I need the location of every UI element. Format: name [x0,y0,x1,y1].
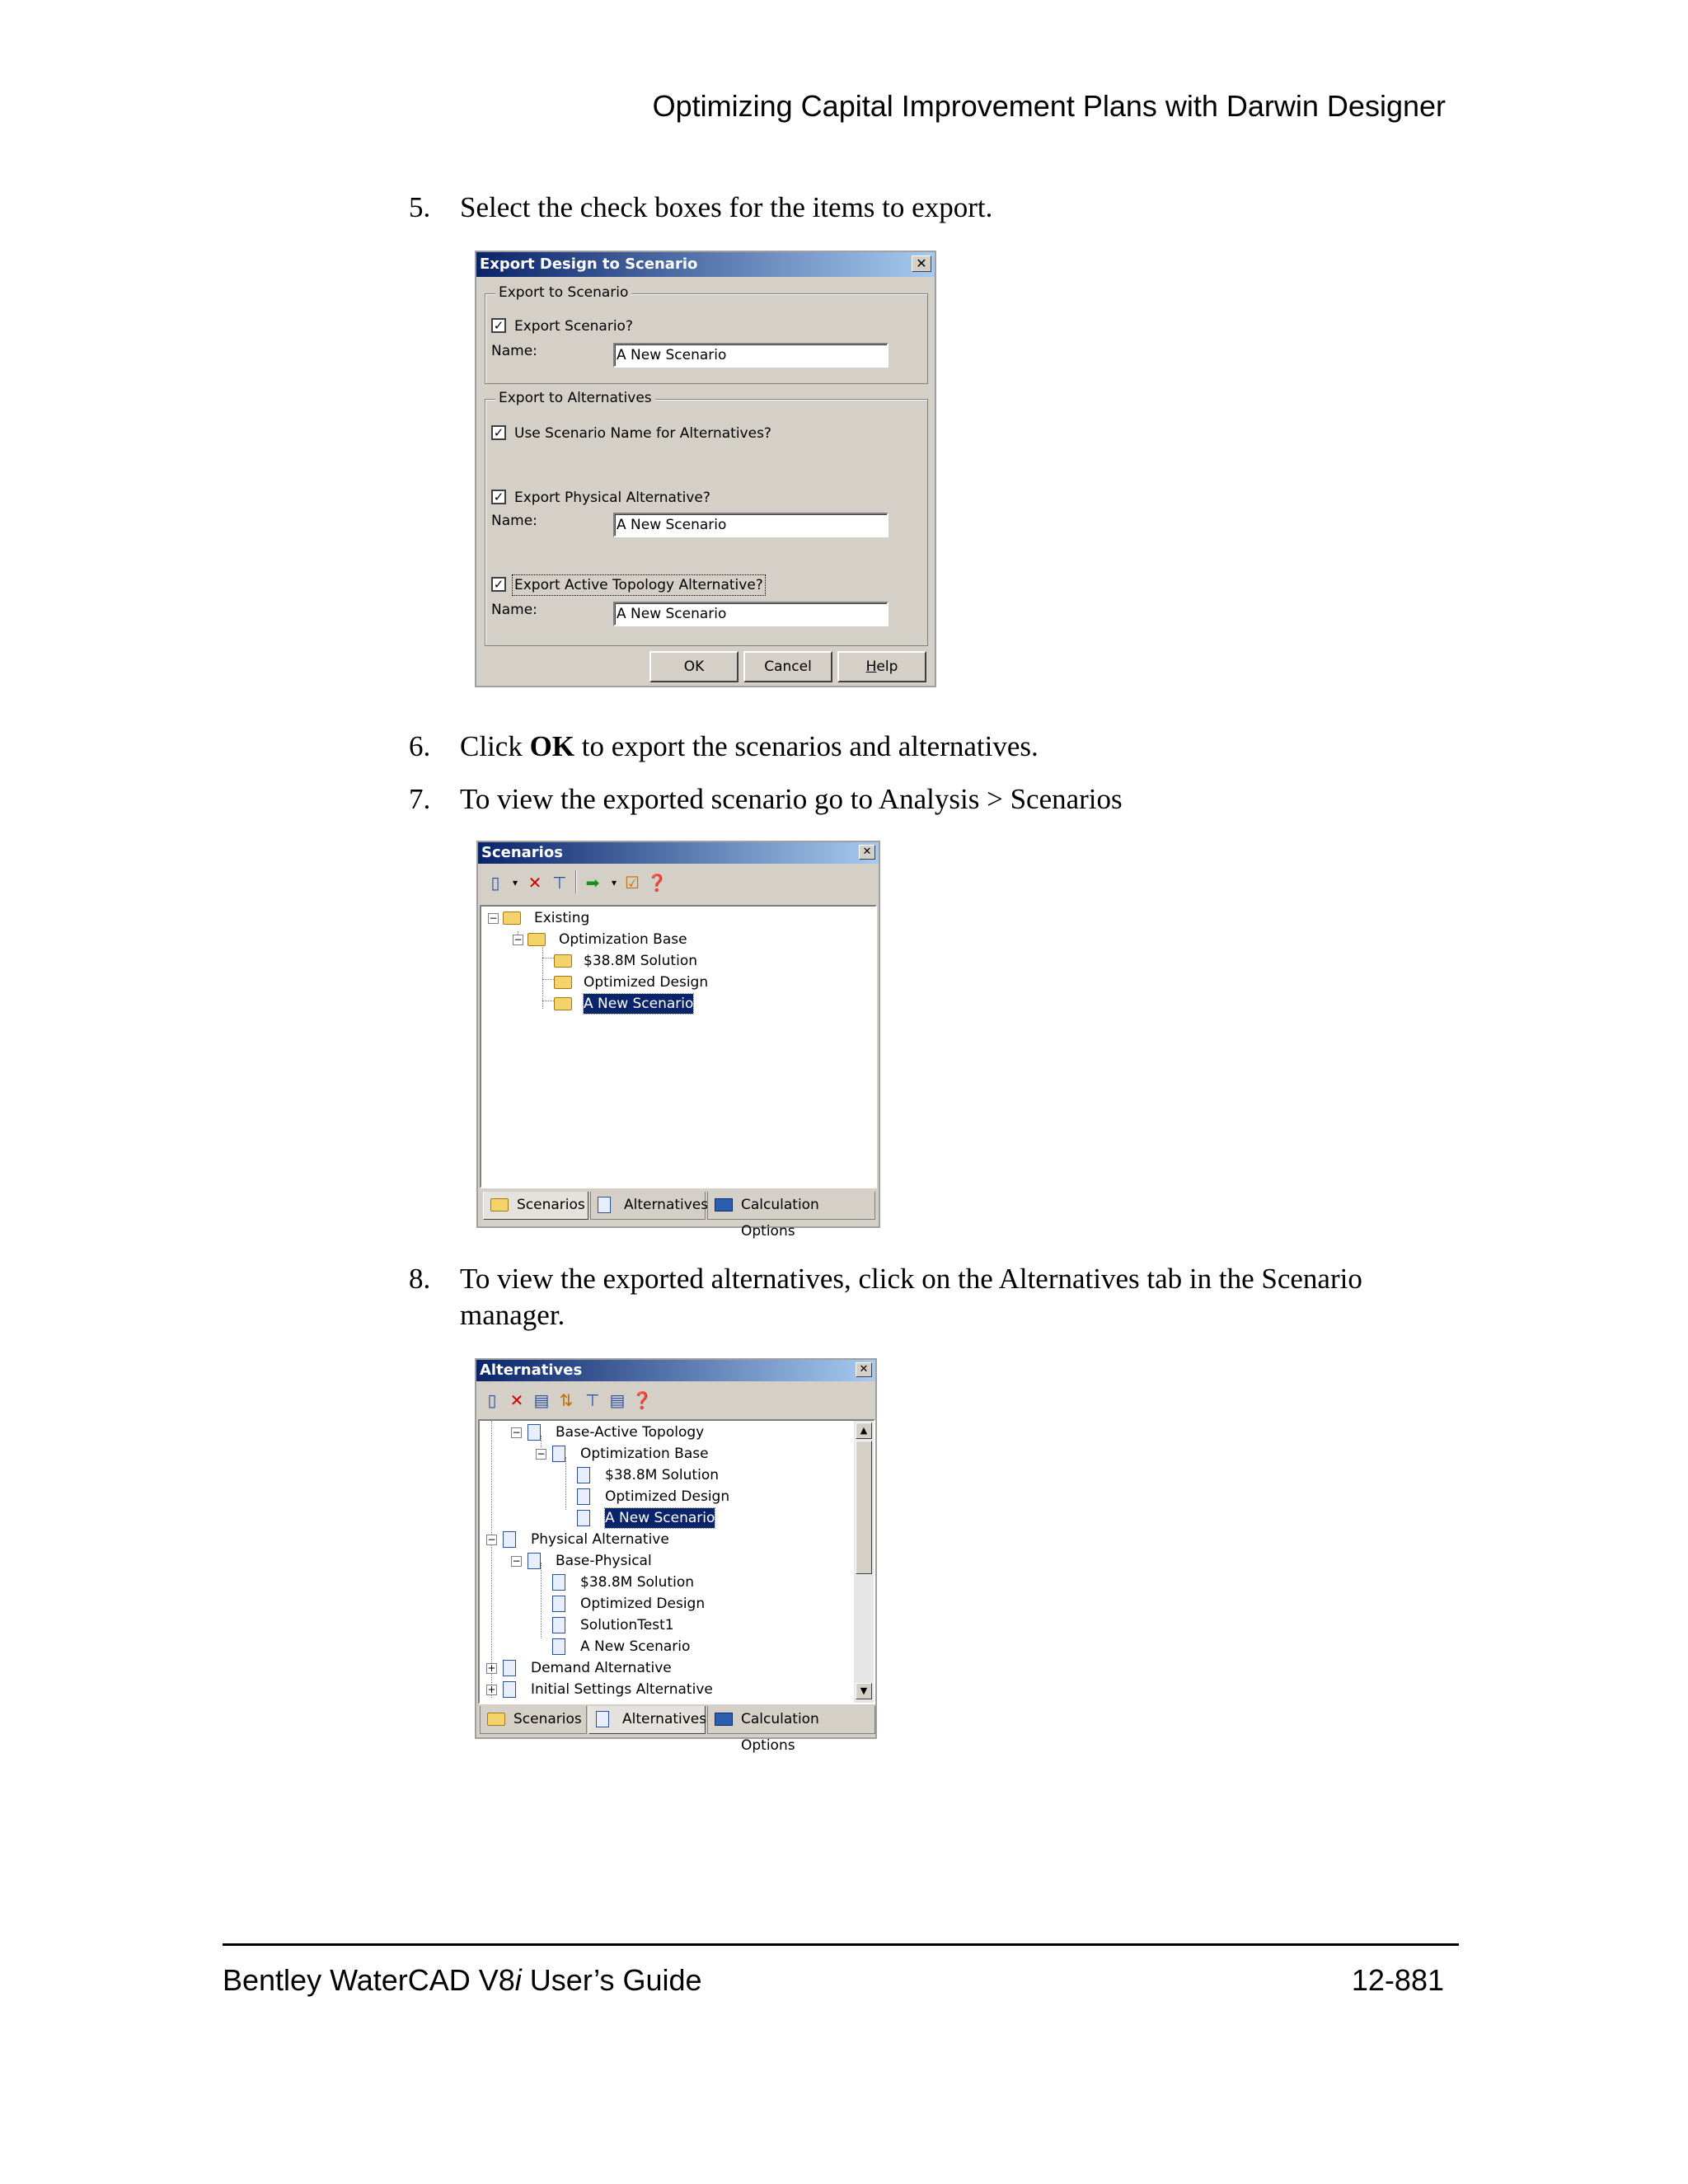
alternative-icon [577,1467,590,1483]
calculation-options-icon [715,1713,733,1726]
step-text: To view the exported scenario go to Analysis > Scenarios [460,783,1123,815]
compute-icon[interactable]: ☑ [625,873,640,893]
alternative-icon [598,1197,611,1213]
export-topology-label: Export Active Topology Alternative? [514,577,763,593]
group-label: Export to Alternatives [495,390,655,406]
tree-node-solution[interactable]: $38.8M Solution [584,953,697,969]
vertical-scrollbar[interactable] [854,1421,874,1703]
help-label-rest: elp [876,658,898,675]
tree-node-demand-alternative[interactable]: Demand Alternative [531,1660,672,1676]
panel-tabs [480,1190,877,1240]
use-scenario-name-checkbox[interactable]: ✓ [491,425,506,440]
alternatives-panel [475,1358,877,1754]
folder-icon [554,997,572,1010]
help-button[interactable] [837,651,926,682]
dialog-title-bar [476,252,935,277]
new-icon[interactable]: ▯ [487,1390,497,1410]
tab-label: Calculation Options [741,1197,819,1240]
close-button[interactable]: ✕ [859,845,875,860]
delete-icon[interactable]: ✕ [528,873,542,893]
merge-icon[interactable]: ⇅ [559,1390,574,1410]
tab-alternatives[interactable] [588,1706,706,1734]
collapse-icon[interactable]: − [512,1427,521,1438]
panel-title-bar [478,842,879,864]
alternative-icon [552,1638,565,1655]
export-physical-checkbox[interactable]: ✓ [491,490,506,504]
panel-title: Scenarios [481,844,563,861]
make-current-icon[interactable]: ➡ [585,873,600,893]
scenario-name-label: Name: [491,343,537,359]
page-number: 12-881 [1351,1963,1444,1997]
dialog-title: Export Design to Scenario [480,255,698,273]
export-scenario-label: Export Scenario? [514,318,633,335]
step-number: 7. [409,783,431,815]
tree-node-solution[interactable]: $38.8M Solution [605,1467,719,1483]
guide-title-italic: i [514,1963,522,1997]
use-scenario-name-label: Use Scenario Name for Alternatives? [514,425,771,442]
footer-rule [223,1943,1459,1946]
footer-guide-title [223,1963,702,1998]
collapse-icon[interactable]: − [537,1448,546,1460]
tree-node-existing[interactable]: Existing [534,910,590,926]
tab-label: Alternatives [622,1711,707,1727]
step-number: 5. [409,191,431,223]
tree-node-optimized-design[interactable]: Optimized Design [605,1488,730,1505]
toolbar-separator [575,870,577,893]
alternative-icon [552,1446,565,1462]
tree-node-new-scenario[interactable]: A New Scenario [580,1638,691,1655]
topology-name-input[interactable]: A New Scenario [613,602,889,626]
step-number: 8. [409,1263,431,1295]
expand-icon[interactable]: + [487,1662,496,1674]
tab-label: Scenarios [517,1197,585,1213]
tree-node-base-physical[interactable]: Base-Physical [556,1553,652,1569]
tree-node-optimized-design[interactable]: Optimized Design [584,974,709,991]
step-text-post: to export the scenarios and alternatives. [574,730,1039,762]
scenarios-panel [476,841,880,1240]
physical-name-label: Name: [491,513,537,529]
collapse-icon[interactable]: − [489,912,498,924]
export-topology-checkbox[interactable]: ✓ [491,577,506,592]
demand-alternative-icon [503,1660,516,1676]
export-design-dialog [475,251,936,687]
ok-button[interactable]: OK [649,651,738,682]
cancel-button[interactable]: Cancel [743,651,832,682]
group-label: Export to Scenario [495,284,631,301]
open-icon[interactable]: ▤ [533,1390,550,1410]
delete-icon[interactable]: ✕ [509,1390,524,1410]
tree-node-base-active-topology[interactable]: Base-Active Topology [556,1424,705,1441]
tab-calculation-options[interactable] [707,1192,875,1240]
alternative-icon [577,1488,590,1505]
folder-icon [487,1713,505,1726]
help-icon[interactable]: ❓ [631,1390,653,1410]
export-to-scenario-group [485,284,928,384]
scenario-tree [480,905,877,1188]
panel-title-bar [476,1360,875,1381]
scroll-up-icon[interactable]: ▲ [856,1422,872,1439]
collapse-icon[interactable]: − [512,1555,521,1567]
close-button[interactable]: ✕ [856,1362,872,1377]
folder-icon [503,912,521,925]
collapse-icon[interactable]: − [487,1534,496,1545]
export-physical-label: Export Physical Alternative? [514,490,710,506]
alternative-tree [478,1419,875,1704]
toolbar [480,864,877,898]
physical-name-input[interactable]: A New Scenario [613,513,889,537]
alternative-icon [552,1596,565,1612]
tree-node-optimized-design[interactable]: Optimized Design [580,1596,706,1612]
physical-alternative-icon [503,1531,516,1548]
tab-alternatives[interactable] [590,1192,709,1220]
folder-icon [554,954,572,968]
scenario-name-input[interactable]: A New Scenario [613,343,889,368]
dropdown-arrow-icon[interactable]: ▾ [611,877,617,888]
tree-node-new-scenario[interactable]: A New Scenario [605,1510,715,1526]
guide-title-pre: Bentley WaterCAD V8 [223,1963,515,1997]
tree-node-new-scenario[interactable]: A New Scenario [584,996,694,1012]
rename-icon[interactable]: ⊤ [552,873,567,893]
tab-scenarios[interactable] [480,1706,587,1734]
tab-label: Calculation Options [741,1711,819,1754]
step-text-pre: Click [460,730,530,762]
step-text: To view the exported alternatives, click on the Alternatives tab in the Scenario manager. [460,1263,1362,1331]
alternative-icon [528,1553,541,1569]
alternative-icon [552,1574,565,1591]
alternative-icon [596,1711,609,1727]
tree-node-solution-test[interactable]: SolutionTest1 [580,1617,674,1633]
ok-emphasis: OK [529,730,575,762]
calculation-options-icon [715,1198,733,1212]
tree-node-initial-settings[interactable]: Initial Settings Alternative [531,1681,713,1698]
guide-title-post: User’s Guide [521,1963,702,1997]
new-icon[interactable]: ▯ [490,873,500,893]
folder-icon [490,1198,509,1212]
rename-icon[interactable]: ⊤ [585,1390,600,1410]
folder-icon [554,976,572,989]
step-text [460,729,1432,765]
step-text: Select the check boxes for the items to export. [460,191,993,223]
panel-tabs [478,1704,874,1754]
help-icon[interactable]: ❓ [646,873,668,893]
dropdown-arrow-icon[interactable]: ▾ [512,877,518,888]
step-number: 6. [409,730,431,762]
alternative-icon [552,1617,565,1633]
topology-name-label: Name: [491,602,537,618]
expand-icon[interactable]: + [487,1684,496,1695]
export-scenario-checkbox[interactable]: ✓ [491,318,506,333]
report-icon[interactable]: ▤ [609,1390,626,1410]
scroll-thumb[interactable] [856,1441,872,1574]
toolbar [478,1381,874,1416]
folder-icon [528,933,546,946]
tree-node-solution[interactable]: $38.8M Solution [580,1574,694,1591]
tab-label: Scenarios [513,1711,582,1727]
tree-node-optimization-base[interactable]: Optimization Base [559,931,687,948]
initial-settings-icon [503,1681,516,1698]
close-button[interactable]: ✕ [912,255,931,272]
help-mnemonic: H [865,658,877,675]
tab-scenarios[interactable] [483,1192,588,1220]
tab-calculation-options[interactable] [707,1706,875,1754]
panel-title: Alternatives [480,1361,583,1379]
scroll-down-icon[interactable]: ▼ [856,1683,872,1699]
tree-node-optimization-base[interactable]: Optimization Base [580,1446,709,1462]
collapse-icon[interactable]: − [513,934,523,945]
tab-label: Alternatives [624,1197,709,1213]
active-topology-icon [528,1424,541,1441]
alternative-icon [577,1510,590,1526]
tree-node-physical-alternative[interactable]: Physical Alternative [531,1531,669,1548]
running-header: Optimizing Capital Improvement Plans with Darwin Designer [652,89,1446,123]
